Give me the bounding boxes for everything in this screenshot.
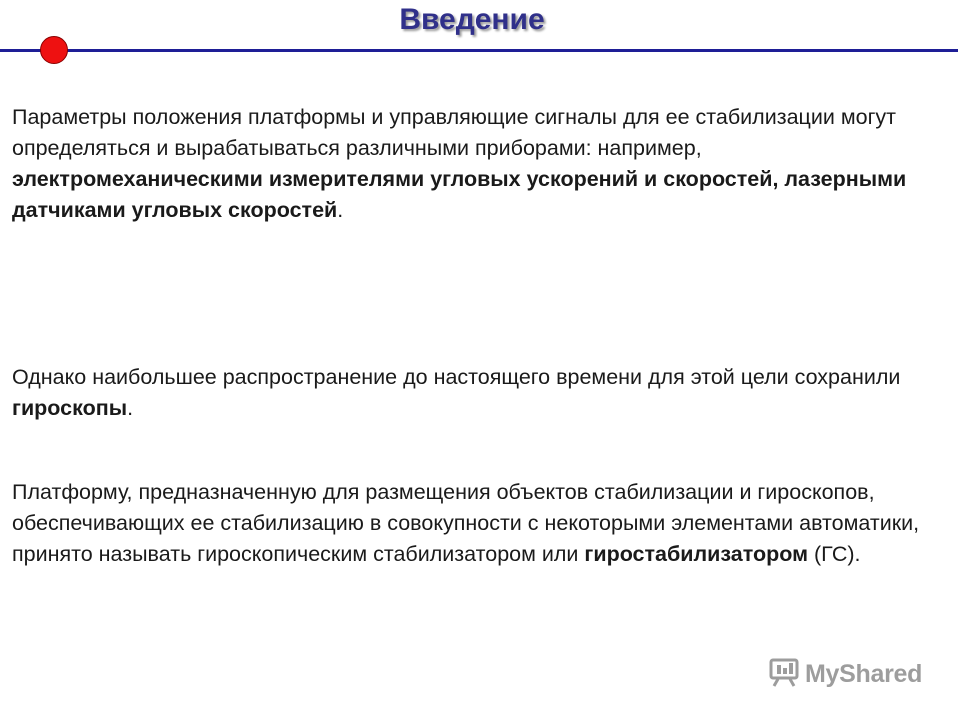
paragraph-2-end: . [127, 396, 134, 420]
paragraph-2-emphasis: гироскопы [12, 396, 128, 420]
paragraph-1 [12, 102, 942, 226]
paragraph-2 [12, 362, 942, 424]
divider-dot [40, 36, 68, 64]
paragraph-1-end: . [337, 198, 344, 222]
paragraph-2-text: Однако наибольшее распространение до настоящего времени для этой цели сохранили [12, 365, 901, 389]
title-divider [0, 49, 958, 52]
myshared-watermark [768, 657, 922, 691]
paragraph-3 [12, 477, 942, 570]
slide-title: Введение [399, 3, 545, 36]
watermark-text: MyShared [805, 659, 923, 688]
paragraph-1-emphasis: электромеханическими измерителями угловых ускорений и скоростей, лазерными датчиками угловых скоростей [12, 167, 907, 222]
paragraph-3-text: Платформу, предназначенную для размещения объектов стабилизации и гироскопов, обеспечивающих ее стабилизацию в совокупности с некоторыми элементами автоматики, принято называть гироскопическим стабилизатором или [12, 480, 920, 566]
presentation-board-icon [768, 656, 800, 693]
paragraph-1-text: Параметры положения платформы и управляющие сигналы для ее стабилизации могут определяться и вырабатываться различными приборами: например, [12, 105, 897, 160]
paragraph-3-emphasis: гиростабилизатором [584, 542, 809, 566]
paragraph-3-end: (ГС). [808, 542, 861, 566]
